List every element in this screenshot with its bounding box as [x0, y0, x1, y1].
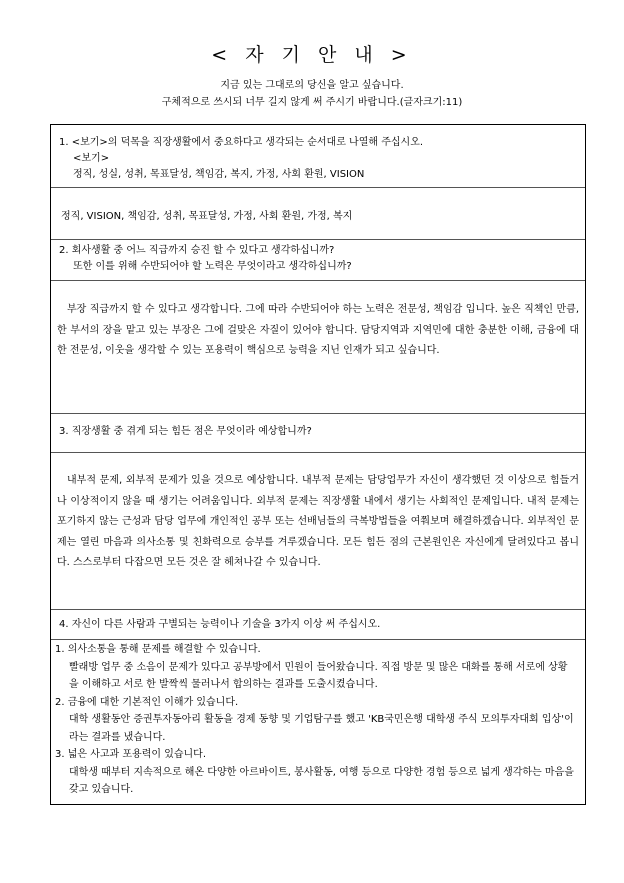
q4-item-2-head: 2. 금융에 대한 기본적인 이해가 있습니다. [55, 696, 239, 708]
q3-answer-text: 내부적 문제, 외부적 문제가 있을 것으로 예상합니다. 내부적 문제는 담당업무가 자신이 생각했던 것 이상으로 힘들거나 이상적이지 않을 때 생기는 어려움입니다. 외부적 문제는 직장생활 내에서 생기는 사회적인 문제입니다. 내적 문제는 포기하지 않는 근성과 담당 업무에 개인적인 공부 또는 선배님들의 극복방법들을 여쭤보며 해결하겠습니다. 외부적인 문제는 열린 마음과 의사소통 및 친화력으로 승부를 겨루겠습니다. 모든 힘든 점의 근본원인은 자신에게 달려있다고 봅니다. 스스로부터 다잡으면 모든 것은 잘 헤쳐나갈 수 있습니다. [57, 475, 579, 568]
q2-question-block [51, 243, 585, 275]
divider [51, 639, 585, 640]
q1-question-block [51, 135, 585, 183]
divider [51, 609, 585, 610]
divider [51, 280, 585, 281]
divider [51, 452, 585, 453]
divider [51, 239, 585, 240]
q1-answer[interactable]: 정직, VISION, 책임감, 성취, 목표달성, 가정, 사회 환원, 가정, 복지 [61, 211, 353, 222]
divider [51, 187, 585, 188]
q4-question: 4. 자신이 다른 사람과 구별되는 능력이나 기술을 3가지 이상 써 주십시오. [59, 619, 381, 630]
q4-item-3-head: 3. 넓은 사고과 포용력이 있습니다. [55, 749, 207, 760]
divider [51, 413, 585, 414]
self-introduction-form [50, 124, 586, 805]
q4-item-3-body: 대학생 때부터 지속적으로 해온 다양한 아르바이트, 봉사활동, 여행 등으로 다양한 경험 등으로 넓게 생각하는 마음을 갖고 있습니다. [69, 766, 574, 795]
q3-answer[interactable] [51, 471, 585, 574]
q2-question-line-1: 2. 회사생활 중 어느 직급까지 승진 할 수 있다고 생각하십니까? [59, 245, 335, 256]
page-title: < 자 기 안 내 > [211, 44, 413, 66]
subtitle-line-1: 지금 있는 그대로의 당신을 알고 싶습니다. [220, 80, 404, 91]
subtitle-line-2: 구체적으로 쓰시되 너무 길지 않게 써 주시기 바랍니다.(글자크기:11) [161, 97, 463, 108]
q3-question: 3. 직장생활 중 겪게 되는 힘든 점은 무엇이라 예상합니까? [59, 426, 312, 437]
q1-example-items: 정직, 성실, 성취, 목표달성, 책임감, 복지, 가정, 사회 환원, VISION [73, 169, 365, 180]
q4-item-1-body: 빨래방 업무 중 소음이 문제가 있다고 공부방에서 민원이 들어왔습니다. 직접 방문 및 많은 대화를 통해 서로에 상황을 이해하고 서로 한 발짝씩 물러나서 합의하는 결과를 도출시켰습니다. [69, 661, 568, 690]
q4-item-1-head: 1. 의사소통을 통해 문제를 해결할 수 있습니다. [55, 644, 261, 655]
q1-example-label: <보기> [73, 153, 110, 164]
q4-item-2-body: 대학 생활동안 증권투자동아리 활동을 경제 동향 및 기업탐구를 했고 'KB국민은행 대학생 주식 모의투자대회 입상'이라는 결과를 냈습니다. [69, 714, 574, 743]
q2-question-line-2: 또한 이를 위해 수반되어야 할 노력은 무엇이라고 생각하십니까? [73, 261, 352, 272]
q2-answer[interactable] [51, 300, 585, 362]
q1-question: 1. <보기>의 덕목을 직장생활에서 중요하다고 생각되는 순서대로 나열해 주십시오. [59, 137, 424, 148]
q4-answer[interactable] [51, 641, 585, 799]
q2-answer-text: 부장 직급까지 할 수 있다고 생각합니다. 그에 따라 수반되어야 하는 노력은 전문성, 책임감 입니다. 높은 직책인 만큼, 한 부서의 장을 맡고 있는 부장은 그에 걸맞은 자질이 있어야 합니다. 담당지역과 지역민에 대한 충분한 이해, 금융에 대한 전문성, 이웃을 생각할 수 있는 포용력이 핵심으로 능력을 지닌 인재가 되고 싶습니다. [57, 304, 579, 356]
